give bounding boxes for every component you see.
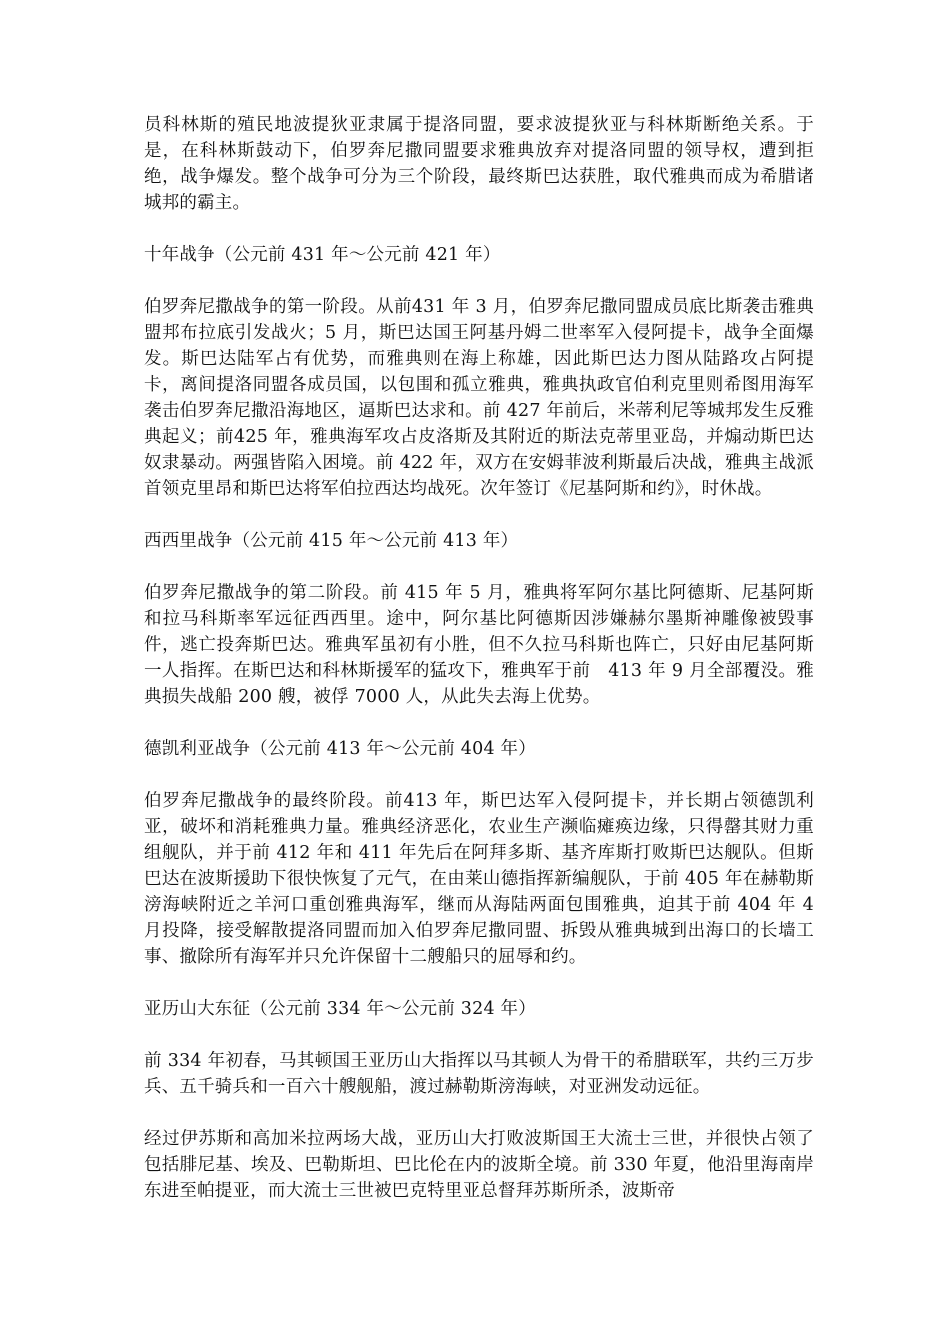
- document-page: [144, 112, 814, 1204]
- section-heading-sicilian-war: 西西里战争（公元前 415 年～公元前 413 年）: [144, 531, 519, 551]
- paragraph-alexander-conquest: 经过伊苏斯和高加米拉两场大战，亚历山大打败波斯国王大流士三世，并很快占领了包括腓尼基、埃及、巴勒斯坦、巴比伦在内的波斯全境。前 330 年夏，他沿里海南岸东进至帕提亚，而大流士三世被巴克特里亚总督拜苏斯所杀，波斯帝: [144, 1129, 814, 1201]
- paragraph-decelean-war: 伯罗奔尼撒战争的最终阶段。前413 年，斯巴达军入侵阿提卡，并长期占领德凯利亚，破坏和消耗雅典力量。雅典经济恶化，农业生产濒临瘫痪边缘，只得罄其财力重组舰队，并于前 412 年和 411 年先后在阿拜多斯、基齐库斯打败斯巴达舰队。但斯巴达在波斯援助下很快恢复了元气，在由莱山德指挥新编舰队，于前 405 年在赫勒斯滂海峡附近之羊河口重创雅典海军，继而从海陆两面包围雅典，迫其于前 404 年 4 月投降，接受解散提洛同盟而加入伯罗奔尼撒同盟、拆毁从雅典城到出海口的长墙工事、撤除所有海军并只允许保留十二艘船只的屈辱和约。: [144, 791, 814, 967]
- paragraph-intro: 员科林斯的殖民地波提狄亚隶属于提洛同盟，要求波提狄亚与科林斯断绝关系。于是，在科林斯鼓动下，伯罗奔尼撒同盟要求雅典放弃对提洛同盟的领导权，遭到拒绝，战争爆发。整个战争可分为三个阶段，最终斯巴达获胜，取代雅典而成为希腊诸城邦的霸主。: [144, 115, 814, 213]
- paragraph-alexander-start: 前 334 年初春，马其顿国王亚历山大指挥以马其顿人为骨干的希腊联军，共约三万步兵、五千骑兵和一百六十艘舰船，渡过赫勒斯滂海峡，对亚洲发动远征。: [144, 1051, 814, 1097]
- paragraph-ten-years-war: 伯罗奔尼撒战争的第一阶段。从前431 年 3 月，伯罗奔尼撒同盟成员底比斯袭击雅典盟邦布拉底引发战火；5 月，斯巴达国王阿基丹姆二世率军入侵阿提卡，战争全面爆发。斯巴达陆军占有优势，而雅典则在海上称雄，因此斯巴达力图从陆路攻占阿提卡，离间提洛同盟各成员国，以包围和孤立雅典，雅典执政官伯利克里则希图用海军袭击伯罗奔尼撒沿海地区，逼斯巴达求和。前 427 年前后，米蒂利尼等城邦发生反雅典起义；前425 年，雅典海军攻占皮洛斯及其附近的斯法克蒂里亚岛，并煽动斯巴达奴隶暴动。两强皆陷入困境。前 422 年，双方在安姆菲波利斯最后决战，雅典主战派首领克里昂和斯巴达将军伯拉西达均战死。次年签订《尼基阿斯和约》，时休战。: [144, 297, 814, 499]
- paragraph-sicilian-war: 伯罗奔尼撒战争的第二阶段。前 415 年 5 月，雅典将军阿尔基比阿德斯、尼基阿斯和拉马科斯率军远征西西里。途中，阿尔基比阿德斯因涉嫌赫尔墨斯神雕像被毁事件，逃亡投奔斯巴达。雅典军虽初有小胜，但不久拉马科斯也阵亡，只好由尼基阿斯一人指挥。在斯巴达和科林斯援军的猛攻下，雅典军于前 413 年 9 月全部覆没。雅典损失战船 200 艘，被俘 7000 人，从此失去海上优势。: [144, 583, 814, 707]
- section-heading-decelean-war: 德凯利亚战争（公元前 413 年～公元前 404 年）: [144, 739, 536, 759]
- section-heading-ten-years-war: 十年战争（公元前 431 年～公元前 421 年）: [144, 245, 501, 265]
- section-heading-alexander-campaign: 亚历山大东征（公元前 334 年～公元前 324 年）: [144, 999, 536, 1019]
